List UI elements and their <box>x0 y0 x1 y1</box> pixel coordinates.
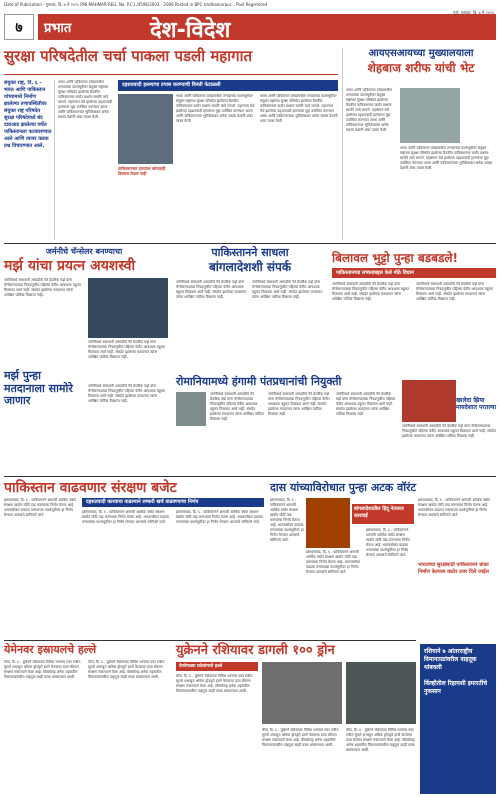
row2-parliament-photo <box>88 278 168 338</box>
masthead <box>0 10 500 44</box>
right-kicker: आयएसआयच्या मुख्यालयाला <box>368 48 474 59</box>
row3-left-body2: इस्लामाबाद, दि. ६ - पाकिस्तानने आगामी आर्थिक वर्षात संरक्षण खर्चात मोठी वाढ करण्याचा निर्णय घेतला आहे. भारतासोबत वाढत्या तणावाच्या पार्श्वभूमीवर हा निर्णय घेण्यात आल्याचे सांगितले जाते. <box>82 510 169 524</box>
top-body-col1: भारत आणि पाकिस्तान यांच्यामधील तणावाच्या पार्श्वभूमीवर संयुक्त राष्ट्रांच्या सुरक्षा परिषदेत झालेल्या बैठकीत पाकिस्तानला कठोर प्रश्नांना सामोरे जावे लागले. पहलगाम येथे झालेल्या दहशतवादी हल्ल्याचा मुद्दा उपस्थित करण्यात आला आणि पाकिस्तानच्या भूमिकेबाबत अनेक सदस्य देशांनी शंका व्यक्त केली. <box>58 80 113 119</box>
row2-mid-headline: बांगलादेशशी संपर्क <box>208 260 292 274</box>
row2-left-body3: जर्मनीमध्ये सत्ताधारी आघाडीचे नेते फ्रेडरिक मर्झ यांना चॅन्सेलरपदाच्या निवडणुकीत पहिल्या फेरीत आवश्यक बहुमत मिळवता आले नाही. संसदेत झालेल्या मतदानात त्यांना अपेक्षित पाठिंबा मिळाला नाही. <box>88 384 165 403</box>
bottom-right-box: वेगवेगळ्या प्रदेशांमध्ये हल्ले <box>176 662 258 671</box>
row3-right-body1: इस्लामाबाद, दि. ६ - पाकिस्तानने आगामी आर्थिक वर्षात संरक्षण खर्चात मोठी वाढ करण्याचा निर्णय घेतला आहे. भारतासोबत वाढत्या तणावाच्या पार्श्वभूमीवर हा निर्णय घेण्यात आल्याचे सांगितले जाते. <box>270 498 304 542</box>
bottom-left-body1: कीव, दि. ६ - युक्रेनने रशियाच्या विविध भागांवर एका रात्रीत सुमारे शंभरहून अधिक ड्रोनद्वारे हल्ले केल्याचा दावा रशियन संरक्षण मंत्रालयाने केला आहे. मॉस्कोसह अनेक शहरांतील विमानतळांवरील वाहतूक काही काळ थांबवण्यात आली. <box>4 660 81 679</box>
bottom-right-headline: युक्रेनने रशियावर डागली १०० ड्रोन <box>176 643 335 658</box>
row2-left-headline: मर्झ यांचा प्रयत्न अयशस्वी <box>4 258 136 274</box>
row2-left-subhead: मर्झ पुन्हा मतदानाला सामोरे जाणार <box>4 369 73 408</box>
right-portrait-photo <box>400 88 460 143</box>
row3-left-headline: पाकिस्तान वाढवणार संरक्षण बजेट <box>4 480 177 496</box>
row2-right-box: पाकिस्तानच्या लष्कराबद्दल केले मोठे विधान <box>332 268 496 278</box>
publication-meta <box>4 2 496 10</box>
top-portrait-photo <box>118 94 173 164</box>
drone-damage-photo-2 <box>346 662 416 724</box>
romania-body3: जर्मनीमध्ये सत्ताधारी आघाडीचे नेते फ्रेडरिक मर्झ यांना चॅन्सेलरपदाच्या निवडणुकीत पहिल्या फेरीत आवश्यक बहुमत मिळवता आले नाही. संसदेत झालेल्या मतदानात त्यांना अपेक्षित पाठिंबा मिळाला नाही. <box>336 392 396 416</box>
right-body-col2: भारत आणि पाकिस्तान यांच्यामधील तणावाच्या पार्श्वभूमीवर संयुक्त राष्ट्रांच्या सुरक्षा परिषदेत झालेल्या बैठकीत पाकिस्तानला कठोर प्रश्नांना सामोरे जावे लागले. पहलगाम येथे झालेल्या दहशतवादी हल्ल्याचा मुद्दा उपस्थित करण्यात आला आणि पाकिस्तानच्या भूमिकेबाबत अनेक सदस्य देशांनी शंका व्यक्त केली. <box>400 146 493 170</box>
row2-right-body2: जर्मनीमध्ये सत्ताधारी आघाडीचे नेते फ्रेडरिक मर्झ यांना चॅन्सेलरपदाच्या निवडणुकीत पहिल्या फेरीत आवश्यक बहुमत मिळवता आले नाही. संसदेत झालेल्या मतदानात त्यांना अपेक्षित पाठिंबा मिळाला नाही. <box>416 282 493 301</box>
page-number: ७ <box>4 14 34 40</box>
masthead-bar <box>38 14 496 40</box>
drone-damage-photo <box>262 662 342 724</box>
bottom-left-headline: येमेनवर इस्रायलचे हल्ले <box>4 643 97 656</box>
row2-mid-body1: जर्मनीमध्ये सत्ताधारी आघाडीचे नेते फ्रेडरिक मर्झ यांना चॅन्सेलरपदाच्या निवडणुकीत पहिल्या फेरीत आवश्यक बहुमत मिळवता आले नाही. संसदेत झालेल्या मतदानात त्यांना अपेक्षित पाठिंबा मिळाला नाही. <box>176 280 247 299</box>
top-quote-box: दहशतवादी हल्ल्याचा तपास करण्याची विनंती फेटाळली <box>118 80 338 91</box>
bottom-left-body2: कीव, दि. ६ - युक्रेनने रशियाच्या विविध भागांवर एका रात्रीत सुमारे शंभरहून अधिक ड्रोनद्वारे हल्ले केल्याचा दावा रशियन संरक्षण मंत्रालयाने केला आहे. मॉस्कोसह अनेक शहरांतील विमानतळांवरील वाहतूक काही काळ थांबवण्यात आली. <box>88 660 165 679</box>
row2-left-body1: जर्मनीमध्ये सत्ताधारी आघाडीचे नेते फ्रेडरिक मर्झ यांना चॅन्सेलरपदाच्या निवडणुकीत पहिल्या फेरीत आवश्यक बहुमत मिळवता आले नाही. संसदेत झालेल्या मतदानात त्यांना अपेक्षित पाठिंबा मिळाला नाही. <box>4 278 81 297</box>
row3-right-sidebar: भारताच्या सुरक्षेसाठी पाकिस्तानने धोका निर्माण केल्यास कठोर उत्तर दिले जाईल <box>418 562 489 575</box>
row3-right-headline: दास यांच्याविरोधात पुन्हा अटक वॉरंट <box>270 481 417 494</box>
row2-romania-headline: रोमानियामध्ये हंगामी पंतप्रधानांची नियुक्ती <box>176 375 342 388</box>
row2-mid-kicker: पाकिस्तानने साधला <box>211 246 289 259</box>
khaleda-photo <box>402 380 456 422</box>
divider <box>4 74 338 75</box>
row3-left-body3: इस्लामाबाद, दि. ६ - पाकिस्तानने आगामी आर्थिक वर्षात संरक्षण खर्चात मोठी वाढ करण्याचा निर्णय घेतला आहे. भारतासोबत वाढत्या तणावाच्या पार्श्वभूमीवर हा निर्णय घेण्यात आल्याचे सांगितले जाते. <box>176 510 263 524</box>
divider <box>4 476 496 477</box>
row3-left-box: दहशतवादी कारवाया वाढल्याने लष्करी खर्च वाढवण्याचा निर्णय <box>82 498 264 507</box>
das-portrait <box>306 498 350 548</box>
row2-mid-body2: जर्मनीमध्ये सत्ताधारी आघाडीचे नेते फ्रेडरिक मर्झ यांना चॅन्सेलरपदाच्या निवडणुकीत पहिल्या फेरीत आवश्यक बहुमत मिळवता आले नाही. संसदेत झालेल्या मतदानात त्यांना अपेक्षित पाठिंबा मिळाला नाही. <box>252 280 323 299</box>
top-photo-caption: पाकिस्तानच्या दाव्यांवर कोणताही विश्वास ठेवला नाही <box>118 166 166 176</box>
row2-left-kicker: जर्मनीचे चॅन्सेलर बनण्याचा <box>45 247 123 256</box>
row3-right-body2: इस्लामाबाद, दि. ६ - पाकिस्तानने आगामी आर्थिक वर्षात संरक्षण खर्चात मोठी वाढ करण्याचा निर्णय घेतला आहे. भारतासोबत वाढत्या तणावाच्या पार्श्वभूमीवर हा निर्णय घेण्यात आल्याचे सांगितले जाते. <box>306 550 360 574</box>
row2-right-headline: बिलावल भुट्टो पुन्हा बडबडले! <box>332 251 458 265</box>
date-right: पुणे, गुरुवार, दि. ७ मे २०२५ <box>453 10 494 15</box>
right-body-col1: भारत आणि पाकिस्तान यांच्यामधील तणावाच्या पार्श्वभूमीवर संयुक्त राष्ट्रांच्या सुरक्षा परिषदेत झालेल्या बैठकीत पाकिस्तानला कठोर प्रश्नांना सामोरे जावे लागले. पहलगाम येथे झालेल्या दहशतवादी हल्ल्याचा मुद्दा उपस्थित करण्यात आला आणि पाकिस्तानच्या भूमिकेबाबत अनेक सदस्य देशांनी शंका व्यक्त केली. <box>346 88 392 132</box>
bottom-right-body3: कीव, दि. ६ - युक्रेनने रशियाच्या विविध भागांवर एका रात्रीत सुमारे शंभरहून अधिक ड्रोनद्वारे हल्ले केल्याचा दावा रशियन संरक्षण मंत्रालयाने केला आहे. मॉस्कोसह अनेक शहरांतील विमानतळांवरील वाहतूक काही काळ थांबवण्यात आली. <box>346 728 415 752</box>
bottom-right-body1: कीव, दि. ६ - युक्रेनने रशियाच्या विविध भागांवर एका रात्रीत सुमारे शंभरहून अधिक ड्रोनद्वारे हल्ले केल्याचा दावा रशियन संरक्षण मंत्रालयाने केला आहे. मॉस्कोसह अनेक शहरांतील विमानतळांवरील वाहतूक काही काळ थांबवण्यात आली. <box>176 674 253 693</box>
romania-body2: जर्मनीमध्ये सत्ताधारी आघाडीचे नेते फ्रेडरिक मर्झ यांना चॅन्सेलरपदाच्या निवडणुकीत पहिल्या फेरीत आवश्यक बहुमत मिळवता आले नाही. संसदेत झालेल्या मतदानात त्यांना अपेक्षित पाठिंबा मिळाला नाही. <box>268 392 330 416</box>
row2-right-body1: जर्मनीमध्ये सत्ताधारी आघाडीचे नेते फ्रेडरिक मर्झ यांना चॅन्सेलरपदाच्या निवडणुकीत पहिल्या फेरीत आवश्यक बहुमत मिळवता आले नाही. संसदेत झालेल्या मतदानात त्यांना अपेक्षित पाठिंबा मिळाला नाही. <box>332 282 409 301</box>
khaleda-body: जर्मनीमध्ये सत्ताधारी आघाडीचे नेते फ्रेडरिक मर्झ यांना चॅन्सेलरपदाच्या निवडणुकीत पहिल्या फेरीत आवश्यक बहुमत मिळवता आले नाही. संसदेत झालेल्या मतदानात त्यांना अपेक्षित पाठिंबा मिळाला नाही. <box>402 424 496 438</box>
brand-name: प्रभात <box>44 21 72 36</box>
romania-portrait <box>176 392 206 426</box>
bottom-sidebar <box>420 644 496 794</box>
bottom-right-body2: कीव, दि. ६ - युक्रेनने रशियाच्या विविध भागांवर एका रात्रीत सुमारे शंभरहून अधिक ड्रोनद्वारे हल्ले केल्याचा दावा रशियन संरक्षण मंत्रालयाने केला आहे. मॉस्कोसह अनेक शहरांतील विमानतळांवरील वाहतूक काही काळ थांबवण्यात आली. <box>262 728 339 747</box>
row3-left-body1: इस्लामाबाद, दि. ६ - पाकिस्तानने आगामी आर्थिक वर्षात संरक्षण खर्चात मोठी वाढ करण्याचा निर्णय घेतला आहे. भारतासोबत वाढत्या तणावाच्या पार्श्वभूमीवर हा निर्णय घेण्यात आल्याचे सांगितले जाते. <box>4 498 77 517</box>
romania-body1: जर्मनीमध्ये सत्ताधारी आघाडीचे नेते फ्रेडरिक मर्झ यांना चॅन्सेलरपदाच्या निवडणुकीत पहिल्या फेरीत आवश्यक बहुमत मिळवता आले नाही. संसदेत झालेल्या मतदानात त्यांना अपेक्षित पाठिंबा मिळाला नाही. <box>210 392 264 421</box>
divider <box>4 243 496 244</box>
bottom-sidebar-item-1: रशियाने ७ आंतरराष्ट्रीय विमानतळांवरील वाहतूक थांबवली <box>424 648 477 671</box>
row3-right-box: बांगलादेशातील हिंदू नेत्यावर कारवाई <box>352 504 414 524</box>
bottom-sidebar-item-2: किंव्हीतील रिहायशी इमारतींचे नुकसान <box>424 680 488 695</box>
publication-info: Date of Publication - गुरुवार, दि. ७ मे २०२५ RNI MAHMAR-REG. No. P.C.I./4596/2003 - 2006 Posted in BPC Undhamarpur... Post Registered <box>4 2 268 7</box>
row3-right-body4: इस्लामाबाद, दि. ६ - पाकिस्तानने आगामी आर्थिक वर्षात संरक्षण खर्चात मोठी वाढ करण्याचा निर्णय घेतला आहे. भारतासोबत वाढत्या तणावाच्या पार्श्वभूमीवर हा निर्णय घेण्यात आल्याचे सांगितले जाते. <box>418 498 491 517</box>
divider <box>54 80 55 240</box>
top-headline: सुरक्षा परिषदेतील चर्चा पाकला पडली महागात <box>4 47 253 65</box>
row3-right-body3: इस्लामाबाद, दि. ६ - पाकिस्तानने आगामी आर्थिक वर्षात संरक्षण खर्चात मोठी वाढ करण्याचा निर्णय घेतला आहे. भारतासोबत वाढत्या तणावाच्या पार्श्वभूमीवर हा निर्णय घेण्यात आल्याचे सांगितले जाते. <box>366 528 410 557</box>
right-headline: शेहबाज शरीफ यांची भेट <box>367 61 475 75</box>
row2-right-caption: खालेदा झिया मायदेशात परतल्या <box>456 397 497 411</box>
top-sidebar: संयुक्त राष्ट्र, दि. ६ - भारत आणि पाकिस्तान यांच्यामध्ये निर्माण झालेल्या तणावस्थितीवर संयुक्त राष्ट्र परिषदेत सुरक्षा परिषदेमध्ये बंद दाराआड झालेल्या चर्चेत पाकिस्तानला फटकारण्यात आले आणि त्यावर कडक प्रश्न विचारण्यात आले. <box>4 80 52 149</box>
divider <box>342 48 343 240</box>
section-title: देश-विदेश <box>150 18 231 43</box>
top-body-col2: भारत आणि पाकिस्तान यांच्यामधील तणावाच्या पार्श्वभूमीवर संयुक्त राष्ट्रांच्या सुरक्षा परिषदेत झालेल्या बैठकीत पाकिस्तानला कठोर प्रश्नांना सामोरे जावे लागले. पहलगाम येथे झालेल्या दहशतवादी हल्ल्याचा मुद्दा उपस्थित करण्यात आला आणि पाकिस्तानच्या भूमिकेबाबत अनेक सदस्य देशांनी शंका व्यक्त केली. <box>176 94 255 123</box>
top-body-col3: भारत आणि पाकिस्तान यांच्यामधील तणावाच्या पार्श्वभूमीवर संयुक्त राष्ट्रांच्या सुरक्षा परिषदेत झालेल्या बैठकीत पाकिस्तानला कठोर प्रश्नांना सामोरे जावे लागले. पहलगाम येथे झालेल्या दहशतवादी हल्ल्याचा मुद्दा उपस्थित करण्यात आला आणि पाकिस्तानच्या भूमिकेबाबत अनेक सदस्य देशांनी शंका व्यक्त केली. <box>260 94 338 123</box>
divider <box>4 640 416 641</box>
row2-left-body2: जर्मनीमध्ये सत्ताधारी आघाडीचे नेते फ्रेडरिक मर्झ यांना चॅन्सेलरपदाच्या निवडणुकीत पहिल्या फेरीत आवश्यक बहुमत मिळवता आले नाही. संसदेत झालेल्या मतदानात त्यांना अपेक्षित पाठिंबा मिळाला नाही. <box>88 340 165 359</box>
